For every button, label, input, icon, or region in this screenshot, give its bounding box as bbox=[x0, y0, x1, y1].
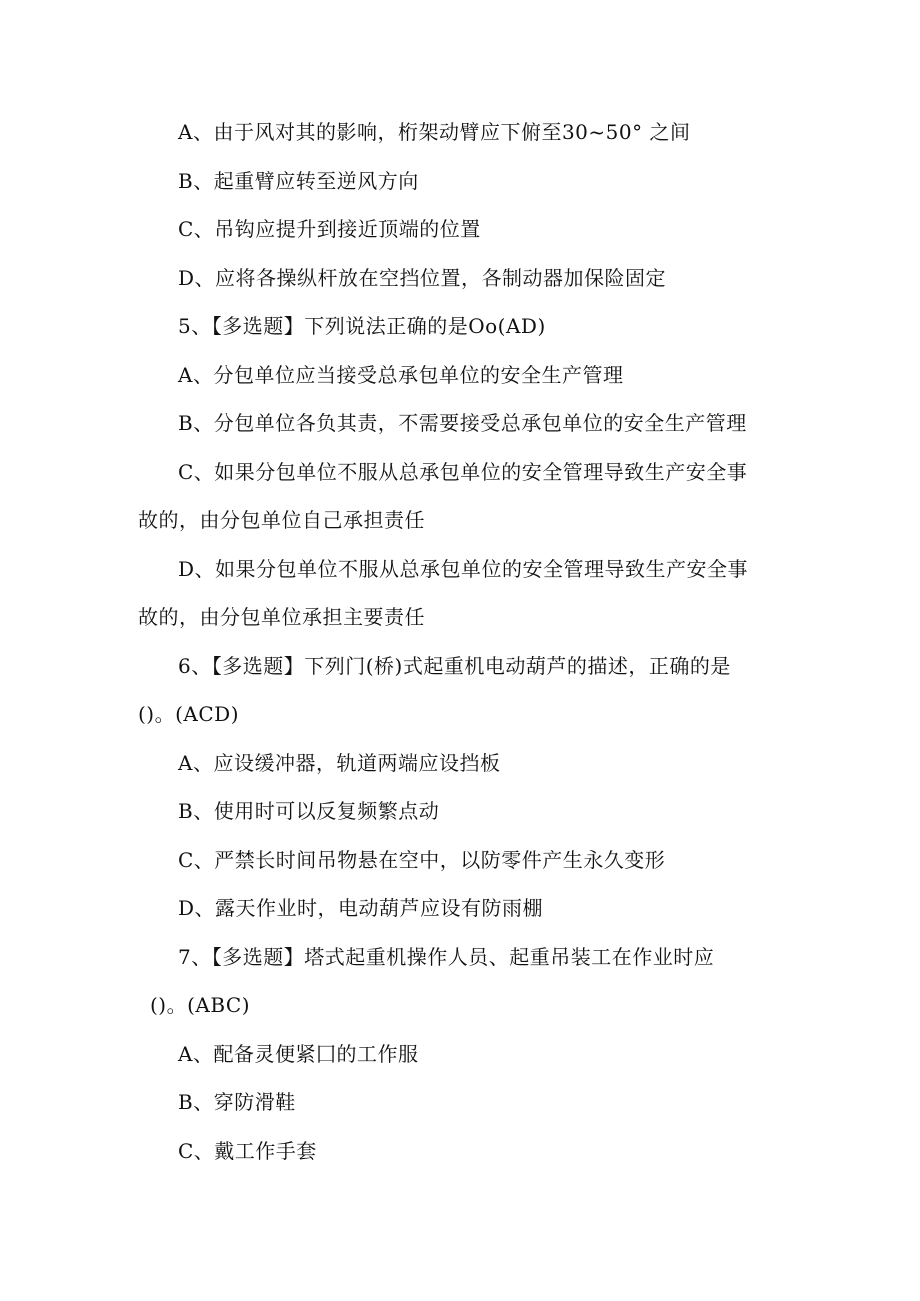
option-line: B、使用时可以反复频繁点动 bbox=[178, 799, 440, 823]
option-line: B、起重臂应转至逆风方向 bbox=[178, 169, 419, 193]
option-line: B、分包单位各负其责，不需要接受总承包单位的安全生产管理 bbox=[178, 411, 747, 435]
option-line: D、如果分包单位不服从总承包单位的安全管理导致生产安全事 bbox=[178, 557, 749, 581]
question-line-continuation: ()。(ACD) bbox=[138, 702, 239, 726]
question-line: 5、【多选题】下列说法正确的是Oo(AD) bbox=[178, 314, 546, 338]
option-line: D、露天作业时，电动葫芦应设有防雨棚 bbox=[178, 896, 544, 920]
option-line: C、如果分包单位不服从总承包单位的安全管理导致生产安全事 bbox=[178, 460, 748, 484]
option-line-continuation: 故的，由分包单位自己承担责任 bbox=[138, 508, 425, 532]
option-line: B、穿防滑鞋 bbox=[178, 1090, 296, 1114]
option-line: C、严禁长时间吊物悬在空中，以防零件产生永久变形 bbox=[178, 848, 666, 872]
option-line: A、配备灵便紧囗的工作服 bbox=[178, 1042, 419, 1066]
option-line: C、吊钩应提升到接近顶端的位置 bbox=[178, 217, 481, 241]
question-line: 6、【多选题】下列门(桥)式起重机电动葫芦的描述，正确的是 bbox=[178, 654, 731, 678]
option-line: C、戴工作手套 bbox=[178, 1139, 317, 1163]
option-line: A、由于风对其的影响，桁架动臂应下俯至30~50° 之间 bbox=[178, 120, 691, 144]
question-line-continuation: ()。(ABC) bbox=[150, 993, 251, 1017]
option-line: A、应设缓冲器，轨道两端应设挡板 bbox=[178, 751, 501, 775]
option-line: D、应将各操纵杆放在空挡位置，各制动器加保险固定 bbox=[178, 266, 667, 290]
question-line: 7、【多选题】塔式起重机操作人员、起重吊装工在作业时应 bbox=[178, 945, 715, 969]
option-line: A、分包单位应当接受总承包单位的安全生产管理 bbox=[178, 363, 624, 387]
option-line-continuation: 故的，由分包单位承担主要责任 bbox=[138, 605, 425, 629]
